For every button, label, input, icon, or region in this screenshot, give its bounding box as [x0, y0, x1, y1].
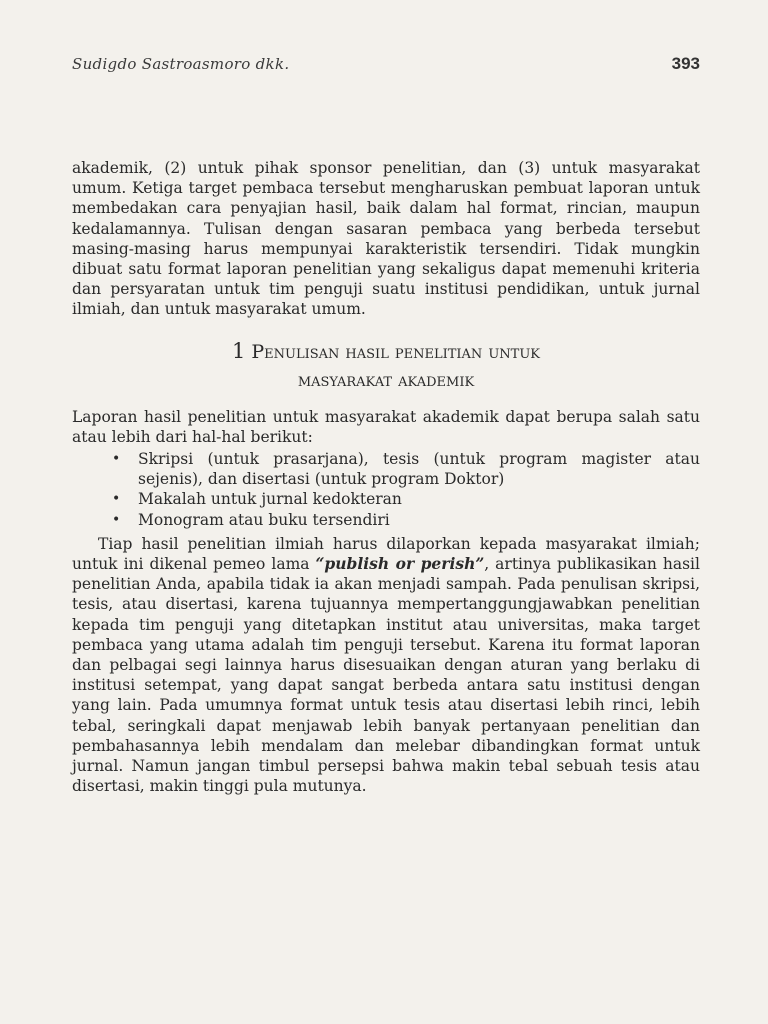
page-number: 393: [671, 54, 700, 73]
list-item-text: Skripsi (untuk prasarjana), tesis (untuk program magister atau sejenis), dan disertasi (untuk program Doktor): [138, 450, 700, 489]
paragraph-publish-or-perish: [72, 534, 700, 797]
list-item: [72, 449, 700, 489]
list-item-text: Makalah untuk jurnal kedokteran: [138, 490, 402, 509]
paragraph-text-before: Tiap hasil penelitian ilmiah harus dilaporkan kepada masyarakat ilmiah; untuk ini dikenal pemeo lama: [72, 534, 700, 574]
emphasis-quote: “publish or perish”: [315, 554, 485, 574]
bullet-icon: •: [112, 511, 121, 528]
bullet-list: [72, 449, 700, 530]
running-header: [72, 54, 700, 74]
body-text: [72, 158, 700, 796]
section-title-line1: Penulisan hasil penelitian untuk: [251, 340, 541, 363]
bullet-icon: •: [112, 491, 121, 508]
section-title-line2: masyarakat akademik: [297, 368, 475, 391]
list-item: [72, 489, 700, 509]
section-heading: [72, 338, 700, 393]
author-line: Sudigdo Sastroasmoro dkk.: [72, 55, 290, 73]
section-intro: Laporan hasil penelitian untuk masyarakat akademik dapat berupa salah satu atau lebih dari hal-hal berikut:: [72, 407, 700, 446]
list-item: [72, 510, 700, 530]
bullet-icon: •: [112, 451, 121, 468]
list-item-text: Monogram atau buku tersendiri: [138, 510, 390, 529]
paragraph-text-after: , artinya publikasikan hasil penelitian Anda, apabila tidak ia akan menjadi sampah. Pada penulisan skripsi, tesis, atau disertasi, karena tujuannya mempertanggungjawabkan penelitian kepada tim penguji yang ditetapkan institut atau universitas, maka target pembaca yang utama adalah tim penguji tersebut. Karena itu format laporan dan pelbagai segi lainnya harus disesuaikan dengan aturan yang berlaku di institusi setempat, yang dapat sangat berbeda antara satu institusi dengan yang lain. Pada umumnya format untuk tesis atau disertasi lebih rinci, lebih tebal, seringkali dapat menjawab lebih banyak pertanyaan penelitian dan pembahasannya lebih mendalam dan melebar dibandingkan format untuk jurnal. Namun jangan timbul persepsi bahwa makin tebal sebuah tesis atau disertasi, makin tinggi pula mutunya.: [72, 555, 700, 796]
section-number: 1: [231, 338, 246, 363]
paragraph-continued: akademik, (2) untuk pihak sponsor penelitian, dan (3) untuk masyarakat umum. Ketiga target pembaca tersebut mengharuskan pembuat laporan untuk membedakan cara penyajian hasil, baik dalam hal format, rincian, maupun kedalamannya. Tulisan dengan sasaran pembaca yang berbeda tersebut masing-masing harus mempunyai karakteristik tersendiri. Tidak mungkin dibuat satu format laporan penelitian yang sekaligus dapat memenuhi kriteria dan persyaratan untuk tim penguji suatu institusi pendidikan, untuk jurnal ilmiah, dan untuk masyarakat umum.: [72, 159, 700, 319]
